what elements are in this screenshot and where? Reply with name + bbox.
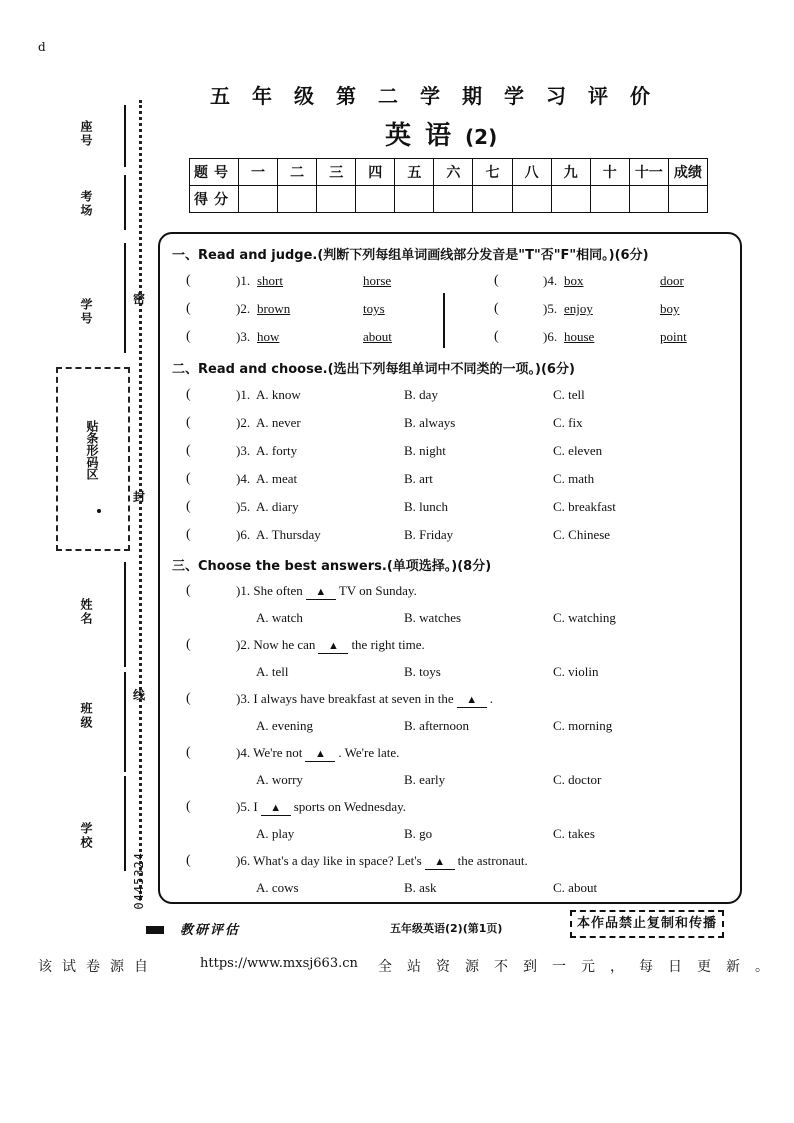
item-number: )3. — [236, 443, 251, 458]
seat-number-label: 座号 — [79, 120, 93, 148]
option-a: A. evening — [256, 718, 314, 733]
answer-paren[interactable]: ( — [494, 273, 499, 288]
answer-paren[interactable]: ( — [186, 527, 191, 542]
stem-pre: Now he can — [253, 637, 316, 652]
option-c: C. math — [553, 471, 595, 486]
word-a: how — [257, 329, 280, 344]
answer-blank[interactable]: ▲ — [261, 802, 291, 816]
item-number: )2. — [236, 415, 251, 430]
item-number: )2. — [236, 637, 251, 652]
option-b: B. lunch — [404, 499, 449, 514]
word-a: short — [257, 273, 283, 288]
option-a: A. tell — [256, 664, 289, 679]
section-1-title: 一、Read and judge.(判断下列每组单词画线部分发音是"T"否"F"相同。)(6分) — [172, 248, 649, 263]
binding-line — [124, 776, 126, 871]
source-suffix: 全站资源不到一元，每日更新。 — [378, 959, 784, 975]
col-1: 一 — [239, 159, 278, 186]
item-number: )4. — [236, 745, 251, 760]
subject-name: 英语 — [385, 121, 466, 151]
question-5-stem — [236, 799, 406, 816]
option-b: B. day — [404, 387, 438, 402]
item-number: )6. — [543, 329, 558, 344]
col-3: 三 — [317, 159, 356, 186]
question-number-label: 题号 — [190, 159, 239, 186]
option-b: B. early — [404, 772, 446, 787]
copyright-notice: 本作品禁止复制和传播 — [570, 910, 724, 938]
question-2-stem — [236, 637, 425, 654]
word-a: brown — [257, 301, 291, 316]
answer-paren[interactable]: ( — [186, 637, 191, 652]
stem-pre: We're not — [253, 745, 303, 760]
stem-post: . — [489, 691, 493, 706]
score-table — [189, 158, 708, 213]
score-cell[interactable] — [317, 186, 356, 213]
score-cell[interactable] — [395, 186, 434, 213]
answer-blank[interactable]: ▲ — [425, 856, 455, 870]
score-cell[interactable] — [434, 186, 473, 213]
item-number: )5. — [236, 799, 251, 814]
section-3-title: 三、Choose the best answers.(单项选择。)(8分) — [172, 559, 492, 574]
col-9: 九 — [551, 159, 590, 186]
option-b: B. art — [404, 471, 433, 486]
school-label: 学校 — [79, 822, 93, 850]
answer-paren[interactable]: ( — [186, 853, 191, 868]
footer-bar — [146, 926, 164, 934]
score-cell[interactable] — [590, 186, 629, 213]
stem-pre: What's a day like in space? Let's — [253, 853, 422, 868]
class-label: 班级 — [79, 702, 93, 730]
answer-paren[interactable]: ( — [494, 301, 499, 316]
option-a: A. meat — [256, 471, 298, 486]
score-cell[interactable] — [239, 186, 278, 213]
option-a: A. diary — [256, 499, 299, 514]
option-c: C. Chinese — [553, 527, 611, 542]
question-1-stem — [236, 583, 417, 600]
answer-blank[interactable]: ▲ — [318, 640, 348, 654]
option-a: A. know — [256, 387, 301, 402]
answer-paren[interactable]: ( — [186, 691, 191, 706]
sticker-dot — [97, 509, 101, 513]
option-b: B. toys — [404, 664, 441, 679]
stem-pre: I always have breakfast at seven in the — [253, 691, 454, 706]
stem-post: the astronaut. — [457, 853, 528, 868]
score-cell[interactable] — [551, 186, 590, 213]
score-cell[interactable] — [629, 186, 668, 213]
item-number: )4. — [236, 471, 251, 486]
answer-blank[interactable]: ▲ — [457, 694, 487, 708]
item-number: )1. — [236, 583, 251, 598]
question-4-stem — [236, 745, 399, 762]
word-a: box — [564, 273, 584, 288]
answer-paren[interactable]: ( — [186, 799, 191, 814]
option-b: B. go — [404, 826, 433, 841]
col-10: 十 — [590, 159, 629, 186]
answer-paren[interactable]: ( — [186, 329, 191, 344]
answer-paren[interactable]: ( — [186, 443, 191, 458]
score-cell[interactable] — [356, 186, 395, 213]
binding-line — [124, 243, 126, 353]
item-number: )5. — [543, 301, 558, 316]
answer-blank[interactable]: ▲ — [305, 748, 335, 762]
answer-paren[interactable]: ( — [186, 387, 191, 402]
answer-blank[interactable]: ▲ — [306, 586, 336, 600]
answer-paren[interactable]: ( — [186, 301, 191, 316]
score-cell[interactable] — [473, 186, 512, 213]
stem-post: sports on Wednesday. — [293, 799, 407, 814]
serial-number: 0445324 — [132, 852, 146, 910]
stem-post: . We're late. — [338, 745, 400, 760]
score-cell[interactable] — [668, 186, 707, 213]
item-number: )2. — [236, 301, 251, 316]
option-a: A. worry — [256, 772, 303, 787]
binding-line — [124, 562, 126, 667]
option-c: C. violin — [553, 664, 599, 679]
option-c: C. tell — [553, 387, 585, 402]
word-b: door — [660, 273, 684, 288]
option-c: C. doctor — [553, 772, 602, 787]
word-a: house — [564, 329, 595, 344]
exam-room-label: 考场 — [79, 190, 93, 218]
word-b: horse — [363, 273, 392, 288]
score-cell[interactable] — [278, 186, 317, 213]
seal-char-mi: 密 — [133, 292, 146, 306]
option-c: C. fix — [553, 415, 583, 430]
item-number: )3. — [236, 691, 251, 706]
item-number: )1. — [236, 273, 251, 288]
item-number: )6. — [236, 853, 251, 868]
name-label: 姓名 — [79, 598, 93, 626]
item-number: )4. — [543, 273, 558, 288]
option-b: B. afternoon — [404, 718, 469, 733]
option-c: C. eleven — [553, 443, 603, 458]
option-a: A. Thursday — [256, 527, 321, 542]
option-c: C. breakfast — [553, 499, 616, 514]
footer-label: 教研评估 — [180, 923, 241, 938]
answer-paren[interactable]: ( — [186, 499, 191, 514]
question-3-stem — [236, 691, 493, 708]
col-2: 二 — [278, 159, 317, 186]
column-divider — [443, 293, 445, 348]
score-cell[interactable] — [512, 186, 551, 213]
subject-title — [385, 115, 497, 152]
student-number-label: 学号 — [79, 298, 93, 326]
col-11: 十一 — [629, 159, 668, 186]
col-6: 六 — [434, 159, 473, 186]
item-number: )5. — [236, 499, 251, 514]
seal-char-feng: 封 — [133, 490, 146, 504]
option-c: C. watching — [553, 610, 616, 625]
col-total: 成绩 — [668, 159, 707, 186]
binding-line — [124, 175, 126, 230]
corner-mark: d — [38, 40, 46, 54]
word-b: boy — [660, 301, 680, 316]
stem-post: the right time. — [351, 637, 425, 652]
subject-number: (2) — [465, 125, 498, 149]
option-b: B. watches — [404, 610, 462, 625]
option-c: C. takes — [553, 826, 595, 841]
option-b: B. Friday — [404, 527, 454, 542]
score-label: 得分 — [190, 186, 239, 213]
word-b: about — [363, 329, 392, 344]
answer-paren[interactable]: ( — [494, 329, 499, 344]
seal-char-xian: 线 — [133, 688, 146, 702]
item-number: )3. — [236, 329, 251, 344]
col-8: 八 — [512, 159, 551, 186]
item-number: )6. — [236, 527, 251, 542]
page-title: 五年级第二学期学习评价 — [210, 84, 672, 108]
answer-paren[interactable]: ( — [186, 583, 191, 598]
option-a: A. forty — [256, 443, 298, 458]
binding-line — [124, 672, 126, 772]
stem-pre: I — [253, 799, 258, 814]
page-info: 五年级英语(2)(第1页) — [390, 922, 503, 935]
option-a: A. never — [256, 415, 301, 430]
answer-paren[interactable]: ( — [186, 471, 191, 486]
option-b: B. night — [404, 443, 446, 458]
source-url[interactable]: https://www.mxsj663.cn — [200, 956, 358, 971]
word-b: toys — [363, 301, 385, 316]
option-c: C. about — [553, 880, 598, 895]
score-table-head-row — [190, 159, 708, 186]
col-7: 七 — [473, 159, 512, 186]
section-2-title: 二、Read and choose.(选出下列每组单词中不同类的一项。)(6分) — [172, 362, 575, 377]
col-5: 五 — [395, 159, 434, 186]
answer-paren[interactable]: ( — [186, 273, 191, 288]
option-b: B. ask — [404, 880, 437, 895]
stem-post: TV on Sunday. — [338, 583, 417, 598]
word-a: enjoy — [564, 301, 593, 316]
option-a: A. cows — [256, 880, 299, 895]
item-number: )1. — [236, 387, 251, 402]
col-4: 四 — [356, 159, 395, 186]
word-b: point — [660, 329, 687, 344]
binding-line — [124, 105, 126, 167]
question-6-stem — [236, 853, 528, 870]
option-a: A. watch — [256, 610, 303, 625]
score-table-score-row — [190, 186, 708, 213]
stem-pre: She often — [253, 583, 303, 598]
source-prefix: 该试卷源自 — [38, 959, 158, 975]
option-b: B. always — [404, 415, 456, 430]
option-c: C. morning — [553, 718, 613, 733]
option-a: A. play — [256, 826, 295, 841]
answer-paren[interactable]: ( — [186, 745, 191, 760]
barcode-sticker-label: 贴条形码区 — [85, 420, 99, 480]
answer-paren[interactable]: ( — [186, 415, 191, 430]
